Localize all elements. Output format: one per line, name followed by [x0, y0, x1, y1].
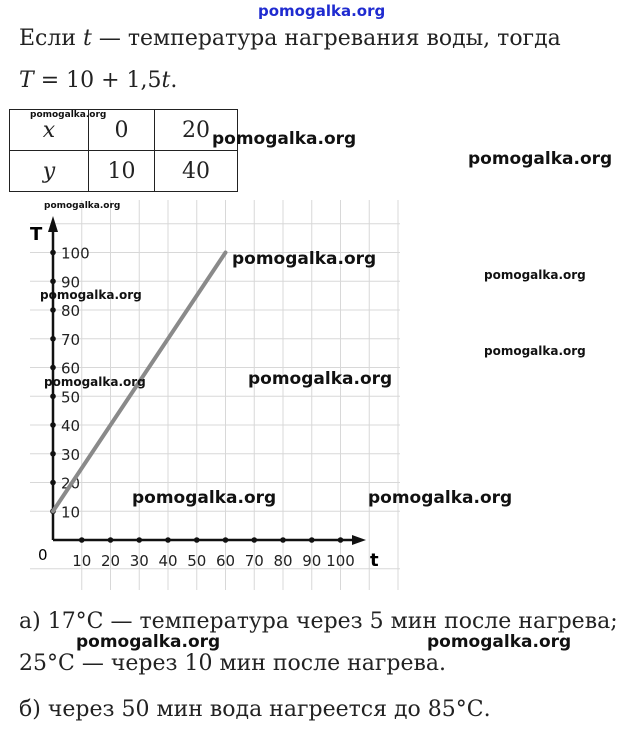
watermark: pomogalka.org	[76, 632, 221, 652]
x-tick-dot	[136, 537, 142, 543]
y-tick-label: 10	[61, 503, 81, 522]
y-tick-label: 20	[61, 474, 81, 493]
x-tick-dot	[251, 537, 257, 543]
x-tick-label: 30	[129, 552, 149, 570]
answer-a-line-1: а) 17°С — температура через 5 мин после нагрева;	[19, 609, 618, 634]
watermark: pomogalka.org	[40, 288, 142, 302]
y-tick-label: 80	[61, 302, 81, 320]
x-tick-dot	[194, 537, 200, 543]
x-tick-label: 50	[187, 552, 207, 570]
y-tick-dot	[50, 451, 56, 457]
y-tick-dot	[50, 480, 56, 486]
watermark: pomogalka.org	[248, 369, 393, 389]
x-tick-label: 10	[72, 552, 92, 570]
x-axis-arrow	[352, 535, 366, 545]
x-tick-dot	[108, 537, 114, 543]
y-tick-label: 60	[61, 359, 81, 378]
table-cell: 10	[89, 151, 155, 192]
y-tick-dot	[50, 365, 56, 371]
y-tick-dot	[50, 336, 56, 342]
answer-b: б) через 50 мин вода нагреется до 85°С.	[19, 697, 491, 722]
watermark-top: pomogalka.org	[258, 2, 386, 20]
y-tick-label: 90	[61, 273, 81, 292]
y-tick-dot	[50, 307, 56, 313]
x-tick-label: 40	[158, 552, 178, 570]
y-tick-label: 30	[61, 445, 81, 464]
variable-t-2: t	[161, 68, 171, 93]
y-tick-label: 50	[61, 388, 81, 407]
watermark: pomogalka.org	[132, 488, 277, 508]
formula-end: .	[170, 68, 178, 93]
watermark: pomogalka.org	[484, 268, 586, 282]
statement-suffix: — температура нагревания воды, тогда	[98, 26, 561, 51]
x-tick-label: 90	[302, 552, 322, 570]
answer-a-line-2: 25°С — через 10 мин после нагрева.	[19, 651, 447, 676]
origin-label: 0	[38, 546, 48, 564]
y-tick-dot	[50, 422, 56, 428]
x-tick-label: 100	[326, 552, 355, 570]
y-axis-label: T	[30, 224, 43, 245]
y-tick-dot	[50, 278, 56, 284]
y-tick-label: 40	[61, 417, 81, 435]
formula-body: = 10 + 1,5	[40, 68, 162, 93]
watermark: pomogalka.org	[212, 129, 357, 149]
watermark: pomogalka.org	[232, 249, 377, 269]
y-tick-dot	[50, 250, 56, 256]
x-tick-dot	[79, 537, 85, 543]
y-tick-label: 100	[61, 244, 90, 263]
watermark: pomogalka.org	[484, 344, 586, 358]
table-row-label: x	[10, 110, 89, 151]
x-tick-dot	[165, 537, 171, 543]
x-tick-dot	[280, 537, 286, 543]
table-row-label: y	[10, 151, 89, 192]
watermark: pomogalka.org	[30, 110, 107, 120]
watermark: pomogalka.org	[468, 149, 613, 169]
x-tick-label: 60	[215, 552, 236, 570]
watermark: pomogalka.org	[368, 488, 513, 508]
x-axis-label: t	[370, 550, 379, 571]
x-tick-dot	[223, 537, 229, 543]
table-cell: 0	[89, 110, 155, 151]
watermark: pomogalka.org	[44, 201, 121, 211]
table-cell: 40	[155, 151, 238, 192]
variable-t: t	[83, 26, 92, 51]
y-tick-dot	[50, 393, 56, 399]
x-tick-label: 80	[273, 552, 293, 570]
x-tick-label: 70	[244, 552, 264, 570]
y-tick-label: 70	[61, 330, 81, 349]
watermark: pomogalka.org	[427, 632, 572, 652]
table-cell: 20	[155, 110, 238, 151]
x-tick-label: 20	[100, 552, 121, 570]
x-tick-dot	[338, 537, 344, 543]
x-tick-dot	[309, 537, 315, 543]
statement-prefix: Если	[19, 26, 77, 51]
variable-T: T	[19, 68, 34, 93]
watermark: pomogalka.org	[44, 375, 146, 389]
